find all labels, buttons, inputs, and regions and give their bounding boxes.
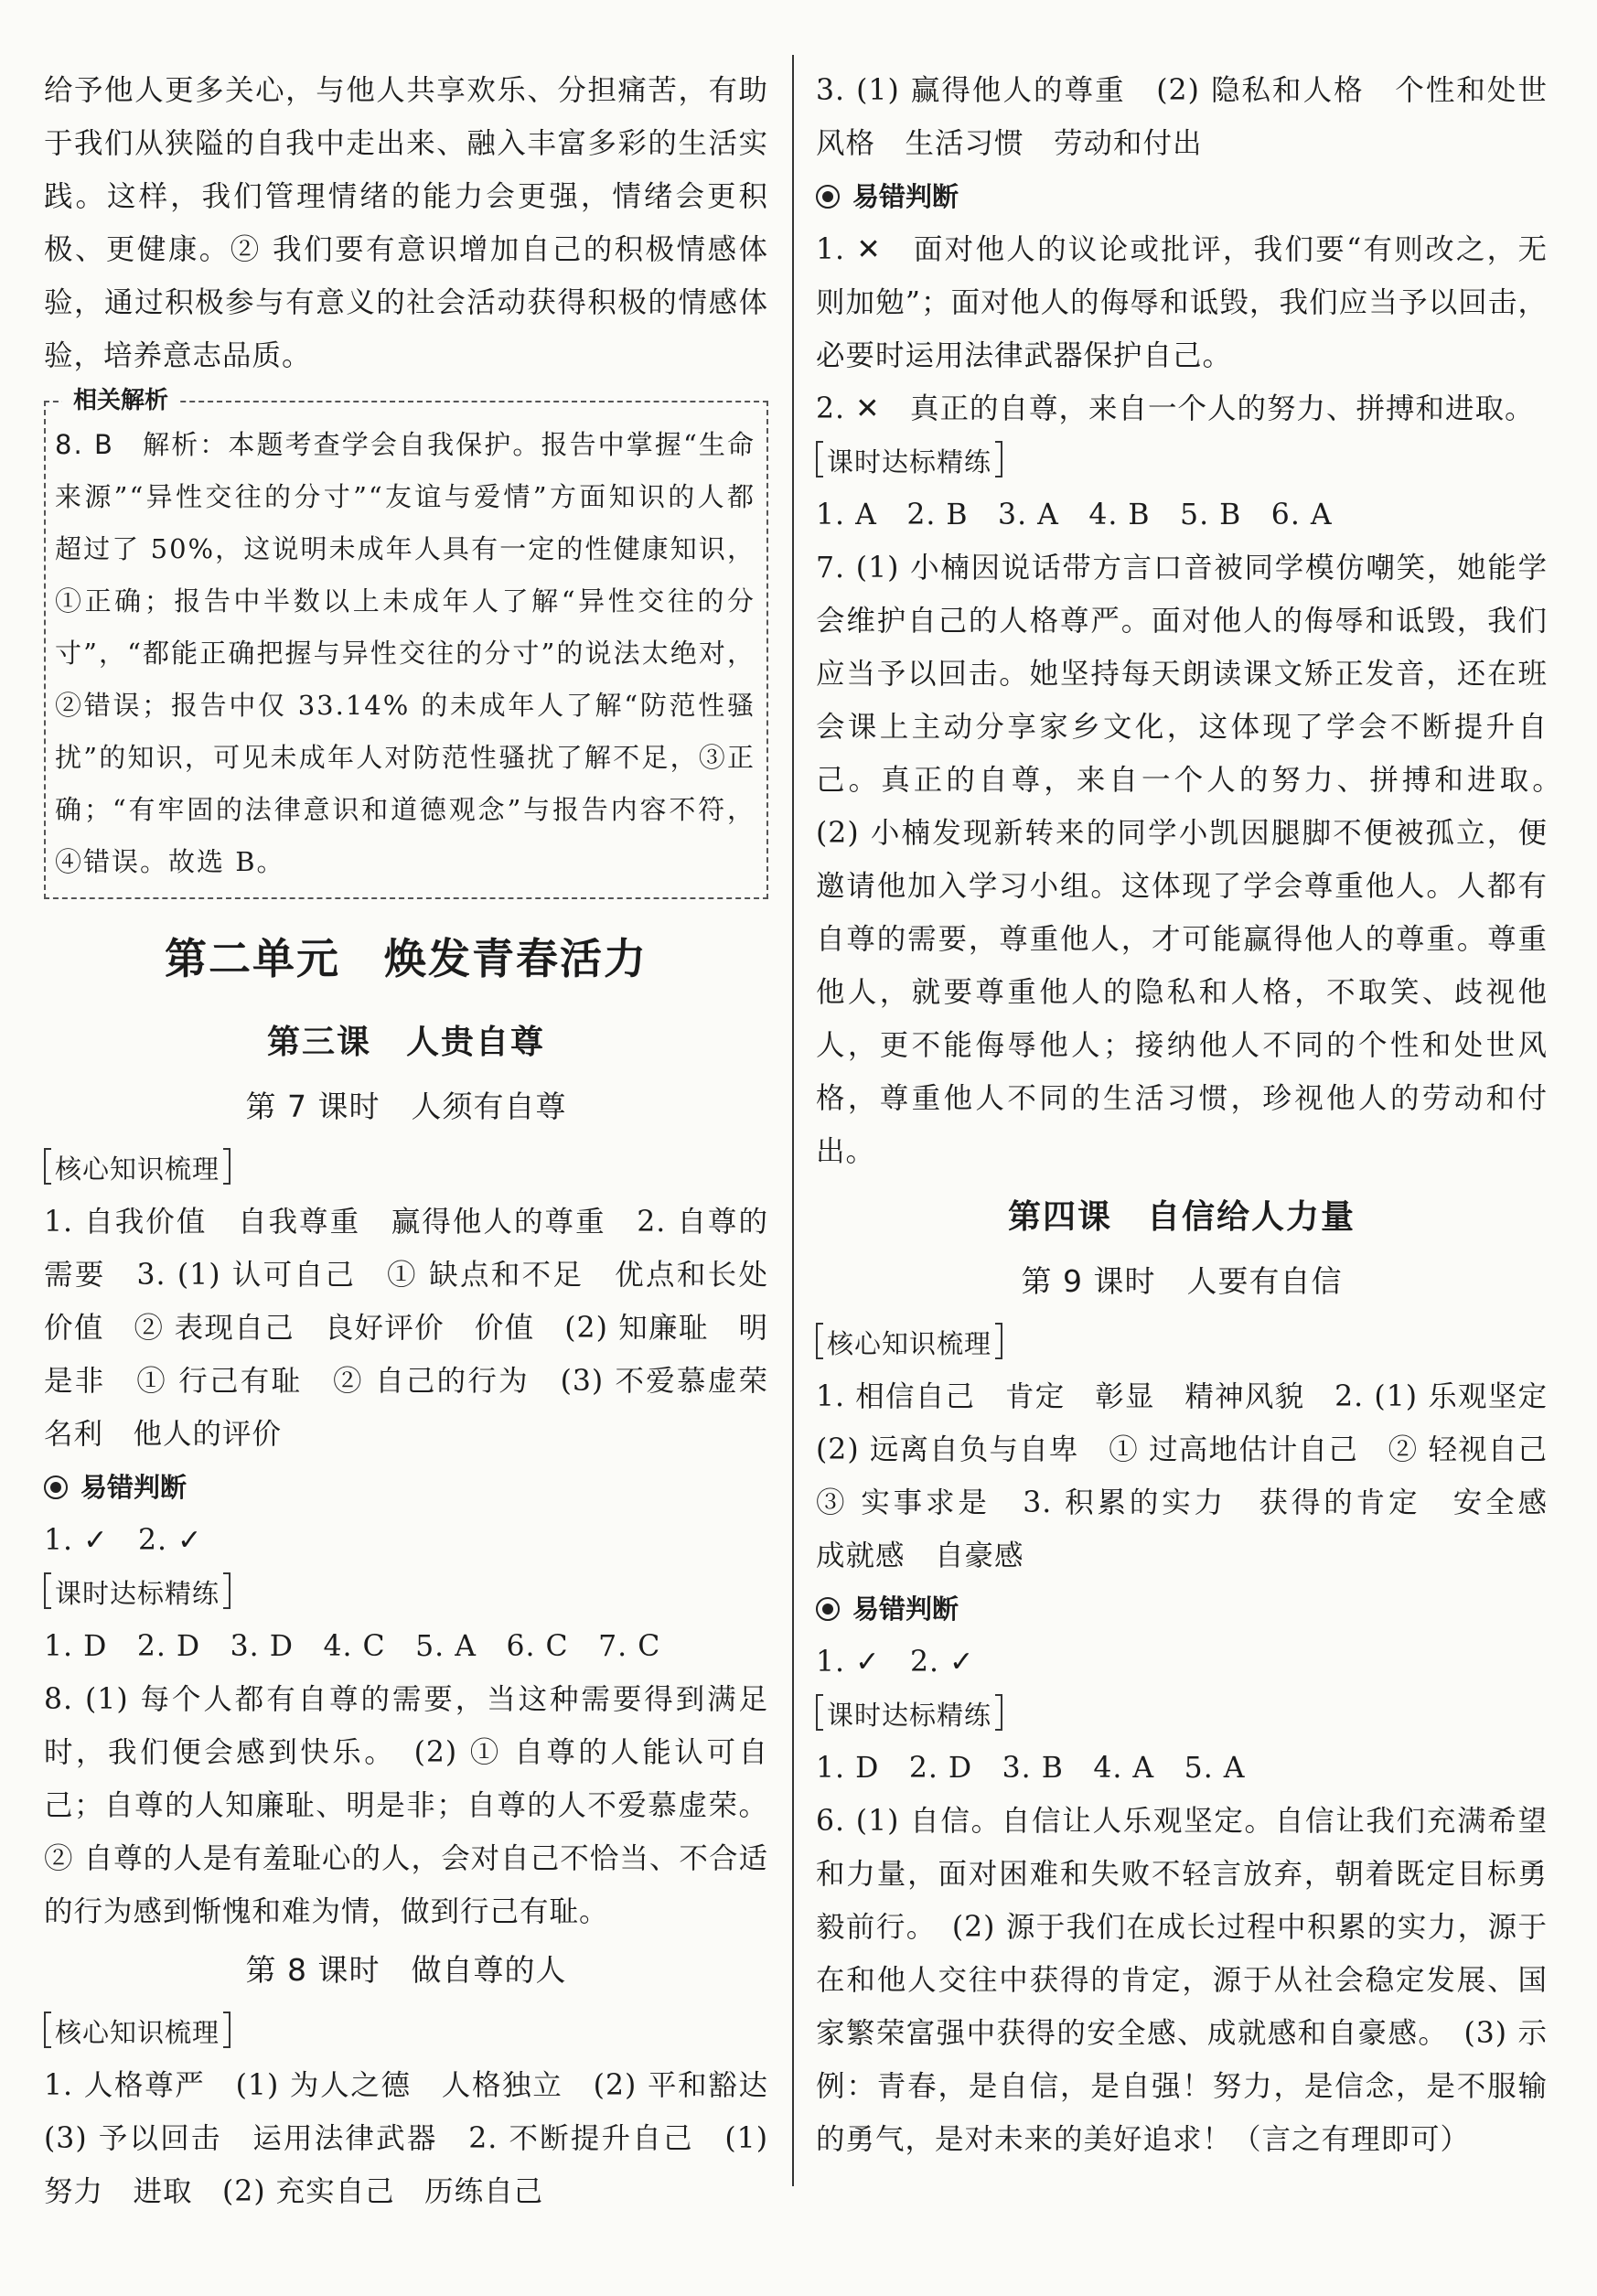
p7-error-answers: 1. ✓ 2. ✓ (44, 1524, 203, 1557)
p7-core-tag: 核心知识梳理 (44, 1143, 768, 1196)
right-column (816, 64, 1578, 2166)
period-8-title: 第 8 课时 做自尊的人 (245, 1952, 567, 1988)
column-divider (792, 55, 794, 2186)
analysis-title: 相关解析 (62, 384, 179, 417)
p8-core-continued: 3. (1) 赢得他人的尊重 (2) 隐私和人格 个性和处世风格 生活习惯 劳动和付出 (816, 74, 1548, 160)
p7-drill-choices: 1. D 2. D 3. D 4. C 5. A 6. C 7. C (44, 1630, 661, 1663)
p8-drill-tag: 课时达标精练 (816, 435, 1548, 488)
p7-drill-tag: 课时达标精练 (44, 1567, 768, 1620)
p8-drill-q7: 7. (1) 小楠因说话带方言口音被同学模仿嘲笑，她能学会维护自己的人格尊严。面对他人的侮辱和诋毁，我们应当予以回击。她坚持每天朗读课文矫正发音，还在班会课上主动分享家乡文化，这体现了学会不断提升自己。真正的自尊，来自一个人的努力、拼搏和进取。 (2) 小楠发现新转来的同学小凯因腿脚不便被孤立，便邀请他加入学习小组。这体现了学会尊重他人。人都有自尊的需要，尊重他人，才可能赢得他人的尊重。尊重他人，就要尊重他人的隐私和人格，不取笑、歧视他人，更不能侮辱他人；接纳他人不同的个性和处世风格，尊重他人不同的生活习惯，珍视他人的劳动和付出。 (816, 552, 1578, 1168)
unit-title: 第二单元 焕发青春活力 (165, 934, 648, 983)
analysis-number: 8. B (55, 429, 114, 460)
bullet-icon (44, 1475, 68, 1499)
p9-drill-tag: 课时达标精练 (816, 1689, 1548, 1742)
answer-paragraph: 给予他人更多关心，与他人共享欢乐、分担痛苦，有助于我们从狭隘的自我中走出来、融入丰富多彩的生活实践。这样，我们管理情绪的能力会更强，情绪会更积极、更健康。② 我们要有意识增加自己的积极情感体验，通过积极参与有意义的社会活动获得积极的情感体验，培养意志品质。 (44, 74, 768, 372)
p8-error-1: 1. ✕ 面对他人的议论或批评，我们要“有则改之，无则加勉”；面对他人的侮辱和诋毁，我们应当予以回击，必要时运用法律武器保护自己。 (816, 233, 1548, 372)
p9-core-tag: 核心知识梳理 (816, 1317, 1548, 1370)
period-7-title: 第 7 课时 人须有自尊 (245, 1089, 567, 1124)
analysis-box (44, 387, 768, 899)
p9-drill-choices: 1. D 2. D 3. B 4. A 5. A (816, 1752, 1246, 1785)
bullet-icon (816, 185, 840, 209)
lesson-4-title: 第四课 自信给人力量 (1007, 1198, 1356, 1236)
lesson-3-title: 第三课 人贵自尊 (266, 1024, 545, 1061)
period-9-title: 第 9 课时 人要有自信 (1021, 1263, 1343, 1299)
p8-core-text: 1. 人格尊严 (1) 为人之德 人格独立 (2) 平和豁达 (3) 予以回击 运用法律武器 2. 不断提升自己 (1) 努力 进取 (2) 充实自己 历练自己 (44, 2069, 798, 2208)
p7-error-heading: 易错判断 (44, 1461, 768, 1514)
p8-error-heading: 易错判断 (816, 170, 1548, 223)
p8-drill-choices: 1. A 2. B 3. A 4. B 5. B 6. A (816, 499, 1333, 531)
p9-core-text: 1. 相信自己 肯定 彰显 精神风貌 2. (1) 乐观坚定 (2) 远离自负与自卑 ① 过高地估计自己 ② 轻视自己 ③ 实事求是 3. 积累的实力 获得的肯定 安全感 成就感 自豪感 (816, 1380, 1578, 1572)
p9-error-heading: 易错判断 (816, 1583, 1548, 1636)
analysis-text: 解析：本题考查学会自我保护。报告中掌握“生命来源”“异性交往的分寸”“友谊与爱情”方面知识的人都超过了 50%，这说明未成年人具有一定的性健康知识，①正确；报告中半数以上未成年人了解“异性交往的分寸”，“都能正确把握与异性交往的分寸”的说法太绝对，②错误；报告中仅 33.14% 的未成年人了解“防范性骚扰”的知识，可见未成年人对防范性骚扰了解不足，③正确；“有牢固的法律意识和道德观念”与报告内容不符，④错误。故选 B。 (55, 429, 756, 877)
left-column (44, 64, 798, 2218)
p7-core-text: 1. 自我价值 自我尊重 赢得他人的尊重 2. 自尊的需要 3. (1) 认可自己 ① 缺点和不足 优点和长处 价值 ② 表现自己 良好评价 价值 (2) 知廉耻 明是非 ① 行己有耻 ② 自己的行为 (3) 不爱慕虚荣 名利 他人的评价 (44, 1206, 798, 1451)
analysis-paragraph (55, 419, 756, 888)
p7-drill-q8: 8. (1) 每个人都有自尊的需要，当这种需要得到满足时，我们便会感到快乐。 (2) ① 自尊的人能认可自己；自尊的人知廉耻、明是非；自尊的人不爱慕虚荣。② 自尊的人是有羞耻心的人，会对自己不恰当、不合适的行为感到惭愧和难为情，做到行己有耻。 (44, 1683, 768, 1928)
p8-error-2: 2. ✕ 真正的自尊，来自一个人的努力、拼搏和进取。 (816, 392, 1535, 425)
bullet-icon (816, 1597, 840, 1621)
p9-drill-q6: 6. (1) 自信。自信让人乐观坚定。自信让我们充满希望和力量，面对困难和失败不轻言放弃，朝着既定目标勇毅前行。 (2) 源于我们在成长过程中积累的实力，源于在和他人交往中获得的肯定，源于从社会稳定发展、国家繁荣富强中获得的安全感、成就感和自豪感。 (3) 示例：青春，是自信，是自强！努力，是信念，是不服输的勇气，是对未来的美好追求！（言之有理即可） (816, 1805, 1548, 2156)
p8-core-tag: 核心知识梳理 (44, 2006, 768, 2059)
p9-error-answers: 1. ✓ 2. ✓ (816, 1646, 975, 1679)
